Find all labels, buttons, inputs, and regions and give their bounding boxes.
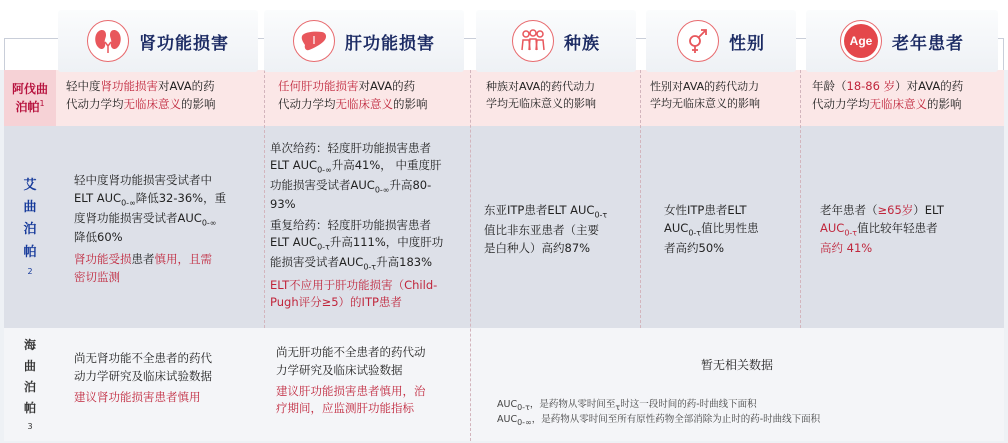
no-data-text: 暂无相关数据 bbox=[700, 358, 773, 372]
row-label-eltrombopag: 艾 曲 泊 帕 2 bbox=[23, 178, 37, 276]
footnote-auc-tau: $AUC_{0-\tau}$，是药物从零时间至$_\tau$时这一段时间的药-时曲线下面积 bbox=[497, 399, 757, 412]
age-icon bbox=[840, 20, 882, 62]
age-badge: Age bbox=[844, 24, 878, 58]
footnote-auc-inf: $AUC_{0-\infty}$，是药物从零时间至所有原性药物全部消除为止时的药-时曲线下面积 bbox=[497, 414, 821, 427]
header-race bbox=[476, 10, 636, 72]
cell-elt-renal: 轻中度肾功能损害受试者中 ELT $AUC_{0-\infty}$降低32-36%，重 度肾功能损害受试者$AUC_{0-\infty}$ 降低60% 肾功能受损患者慎用，且需 密切监测 bbox=[74, 173, 227, 284]
cell-elt-elderly: 老年患者（≥65岁）ELT $AUC_{0-\tau}$值比较年轻患者 高约 41% bbox=[820, 203, 944, 255]
kidney-icon bbox=[87, 20, 129, 62]
header-hepatic bbox=[264, 10, 464, 72]
cell-hom-renal: 尚无肾功能不全患者的药代 动力学研究及临床试验数据 建议肾功能损害患者慎用 bbox=[74, 351, 212, 404]
column-separator bbox=[470, 70, 471, 441]
header-race-title: 种族 bbox=[564, 33, 600, 54]
cell-hom-hepatic: 尚无肝功能不全患者的药代动 力学研究及临床试验数据 建议肝功能损害患者慎用，治 疗期间，应监测肝功能指标 bbox=[276, 345, 426, 416]
cell-elt-race: 东亚ITP患者ELT $AUC_{0-\tau}$ 值比非东亚患者（主要 是白种人）高约87% bbox=[484, 203, 608, 255]
header-sex-title: 性别 bbox=[729, 33, 765, 54]
gender-icon bbox=[677, 20, 719, 62]
header-sex bbox=[646, 10, 796, 72]
cell-elt-hepatic: 单次给药：轻度肝功能损害患者 ELT $AUC_{0-\infty}$升高41%， 中重度肝 功能损害受试者$AUC_{0-\infty}$升高80- 93% 重复给药：轻度肝功能损害患者 ELT $AUC_{0-\tau}$升高111%，中度肝功 能损害受试者$AUC_{0-\tau}$升高183% ELT不应用于肝功能损害（Child- Pugh评分≥5）的ITP患者 bbox=[270, 141, 444, 310]
header-renal bbox=[58, 10, 258, 72]
column-separator bbox=[800, 70, 801, 328]
header-elderly-title: 老年患者 bbox=[892, 33, 964, 54]
header-renal-title: 肾功能损害 bbox=[139, 33, 229, 54]
cell-ava-race: 种族对AVA的药代动力 学均无临床意义的影响 bbox=[486, 80, 596, 111]
row-label-avatrombopag: 阿伐曲 泊帕$^1$ bbox=[4, 70, 56, 126]
people-icon bbox=[512, 20, 554, 62]
cell-ava-sex: 性别对AVA的药代动力 学均无临床意义的影响 bbox=[650, 80, 760, 111]
cell-ava-elderly: 年龄（18-86 岁）对AVA的药 代动力学均无临床意义的影响 bbox=[812, 79, 964, 111]
cell-elt-sex: 女性ITP患者ELT $AUC_{0-\tau}$值比男性患 者高约50% bbox=[664, 203, 759, 255]
row-label-hetrombopag: 海 曲 泊 帕 3 bbox=[23, 338, 36, 431]
column-separator bbox=[264, 70, 265, 328]
cell-ava-hepatic: 任何肝功能损害对AVA的药 代动力学均无临床意义的影响 bbox=[278, 79, 428, 111]
cell-ava-renal: 轻中度肾功能损害对AVA的药 代动力学均无临床意义的影响 bbox=[66, 79, 216, 111]
header-elderly bbox=[806, 10, 998, 72]
column-separator bbox=[640, 70, 641, 328]
header-hepatic-title: 肝功能损害 bbox=[345, 33, 435, 54]
liver-icon bbox=[293, 20, 335, 62]
